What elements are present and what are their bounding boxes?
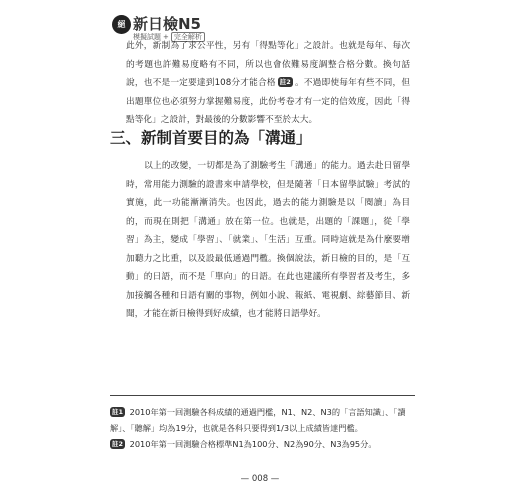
footnote-2-badge: 註2 — [112, 440, 124, 448]
book-title: 新日檢N5 — [133, 15, 201, 33]
footnote-ref-2-badge: 註2 — [279, 78, 291, 86]
subtitle-tag: 完全解析 — [171, 32, 205, 42]
paragraph-1-text-start: 此外，新制為了求公平性，另有「得點等化」之設計。也就是每年、每次的考題也許難易度略有不同，所以也會依難易度調整合格分數。換句話說，也不是一定要達到108分才能合格 — [126, 41, 410, 88]
footnote-divider — [110, 395, 415, 396]
paragraph-1-text-end: 。不過即使每年有些不同，但出題單位也必須努力掌握難易度，此份考卷才有一定的信效度，因此「得點等化」之設計，對最後的分數影響不至於太大。 — [126, 78, 411, 125]
subtitle-main: 模擬試題 — [133, 33, 161, 41]
page-number: — 008 — — [240, 474, 280, 484]
footnote-2 — [110, 436, 415, 452]
section-heading: 三、新制首要目的為「溝通」 — [110, 129, 312, 147]
footnote-1 — [110, 404, 415, 436]
book-logo-icon: 絕 — [112, 15, 131, 34]
body-paragraph-1 — [126, 37, 410, 130]
footnote-1-text: 2010年第一回測驗各科成績的通過門檻，N1、N2、N3的「言語知識」、「讀解」、「聽解」均為19分，也就是各科只要得到1/3以上成績皆達門檻。 — [110, 407, 406, 433]
body-paragraph-2 — [126, 157, 410, 324]
paragraph-2-text: 以上的改變，一切都是為了測驗考生「溝通」的能力。過去赴日留學時，常用能力測驗的證書來申請學校，但是隨著「日本留學試驗」考試的實施，此一功能漸漸消失。也因此，過去的能力測驗是以「閱讀」為目的，而現在則把「溝通」放在第一位。也就是，出題的「課題」，從「學習」為主，變成「學習」、「就業」、「生活」互重。同時這就是為什麼要增加聽力之比重，以及設最低通過門檻。換個說法，新日檢的目的，是「互動」的日語，而不是「單向」的日語。在此也建議所有學習者及考生，多加接觸各種和日語有關的事物，例如小說、報紙、電視劇、綜藝節目、新聞，才能在新日檢得到好成績，也才能將日語學好。 — [126, 161, 410, 319]
footnote-2-text: 2010年第一回測驗合格標準N1為100分、N2為90分、N3為95分。 — [129, 439, 377, 449]
subtitle-separator: + — [163, 33, 169, 41]
footnote-1-badge: 註1 — [112, 408, 124, 416]
